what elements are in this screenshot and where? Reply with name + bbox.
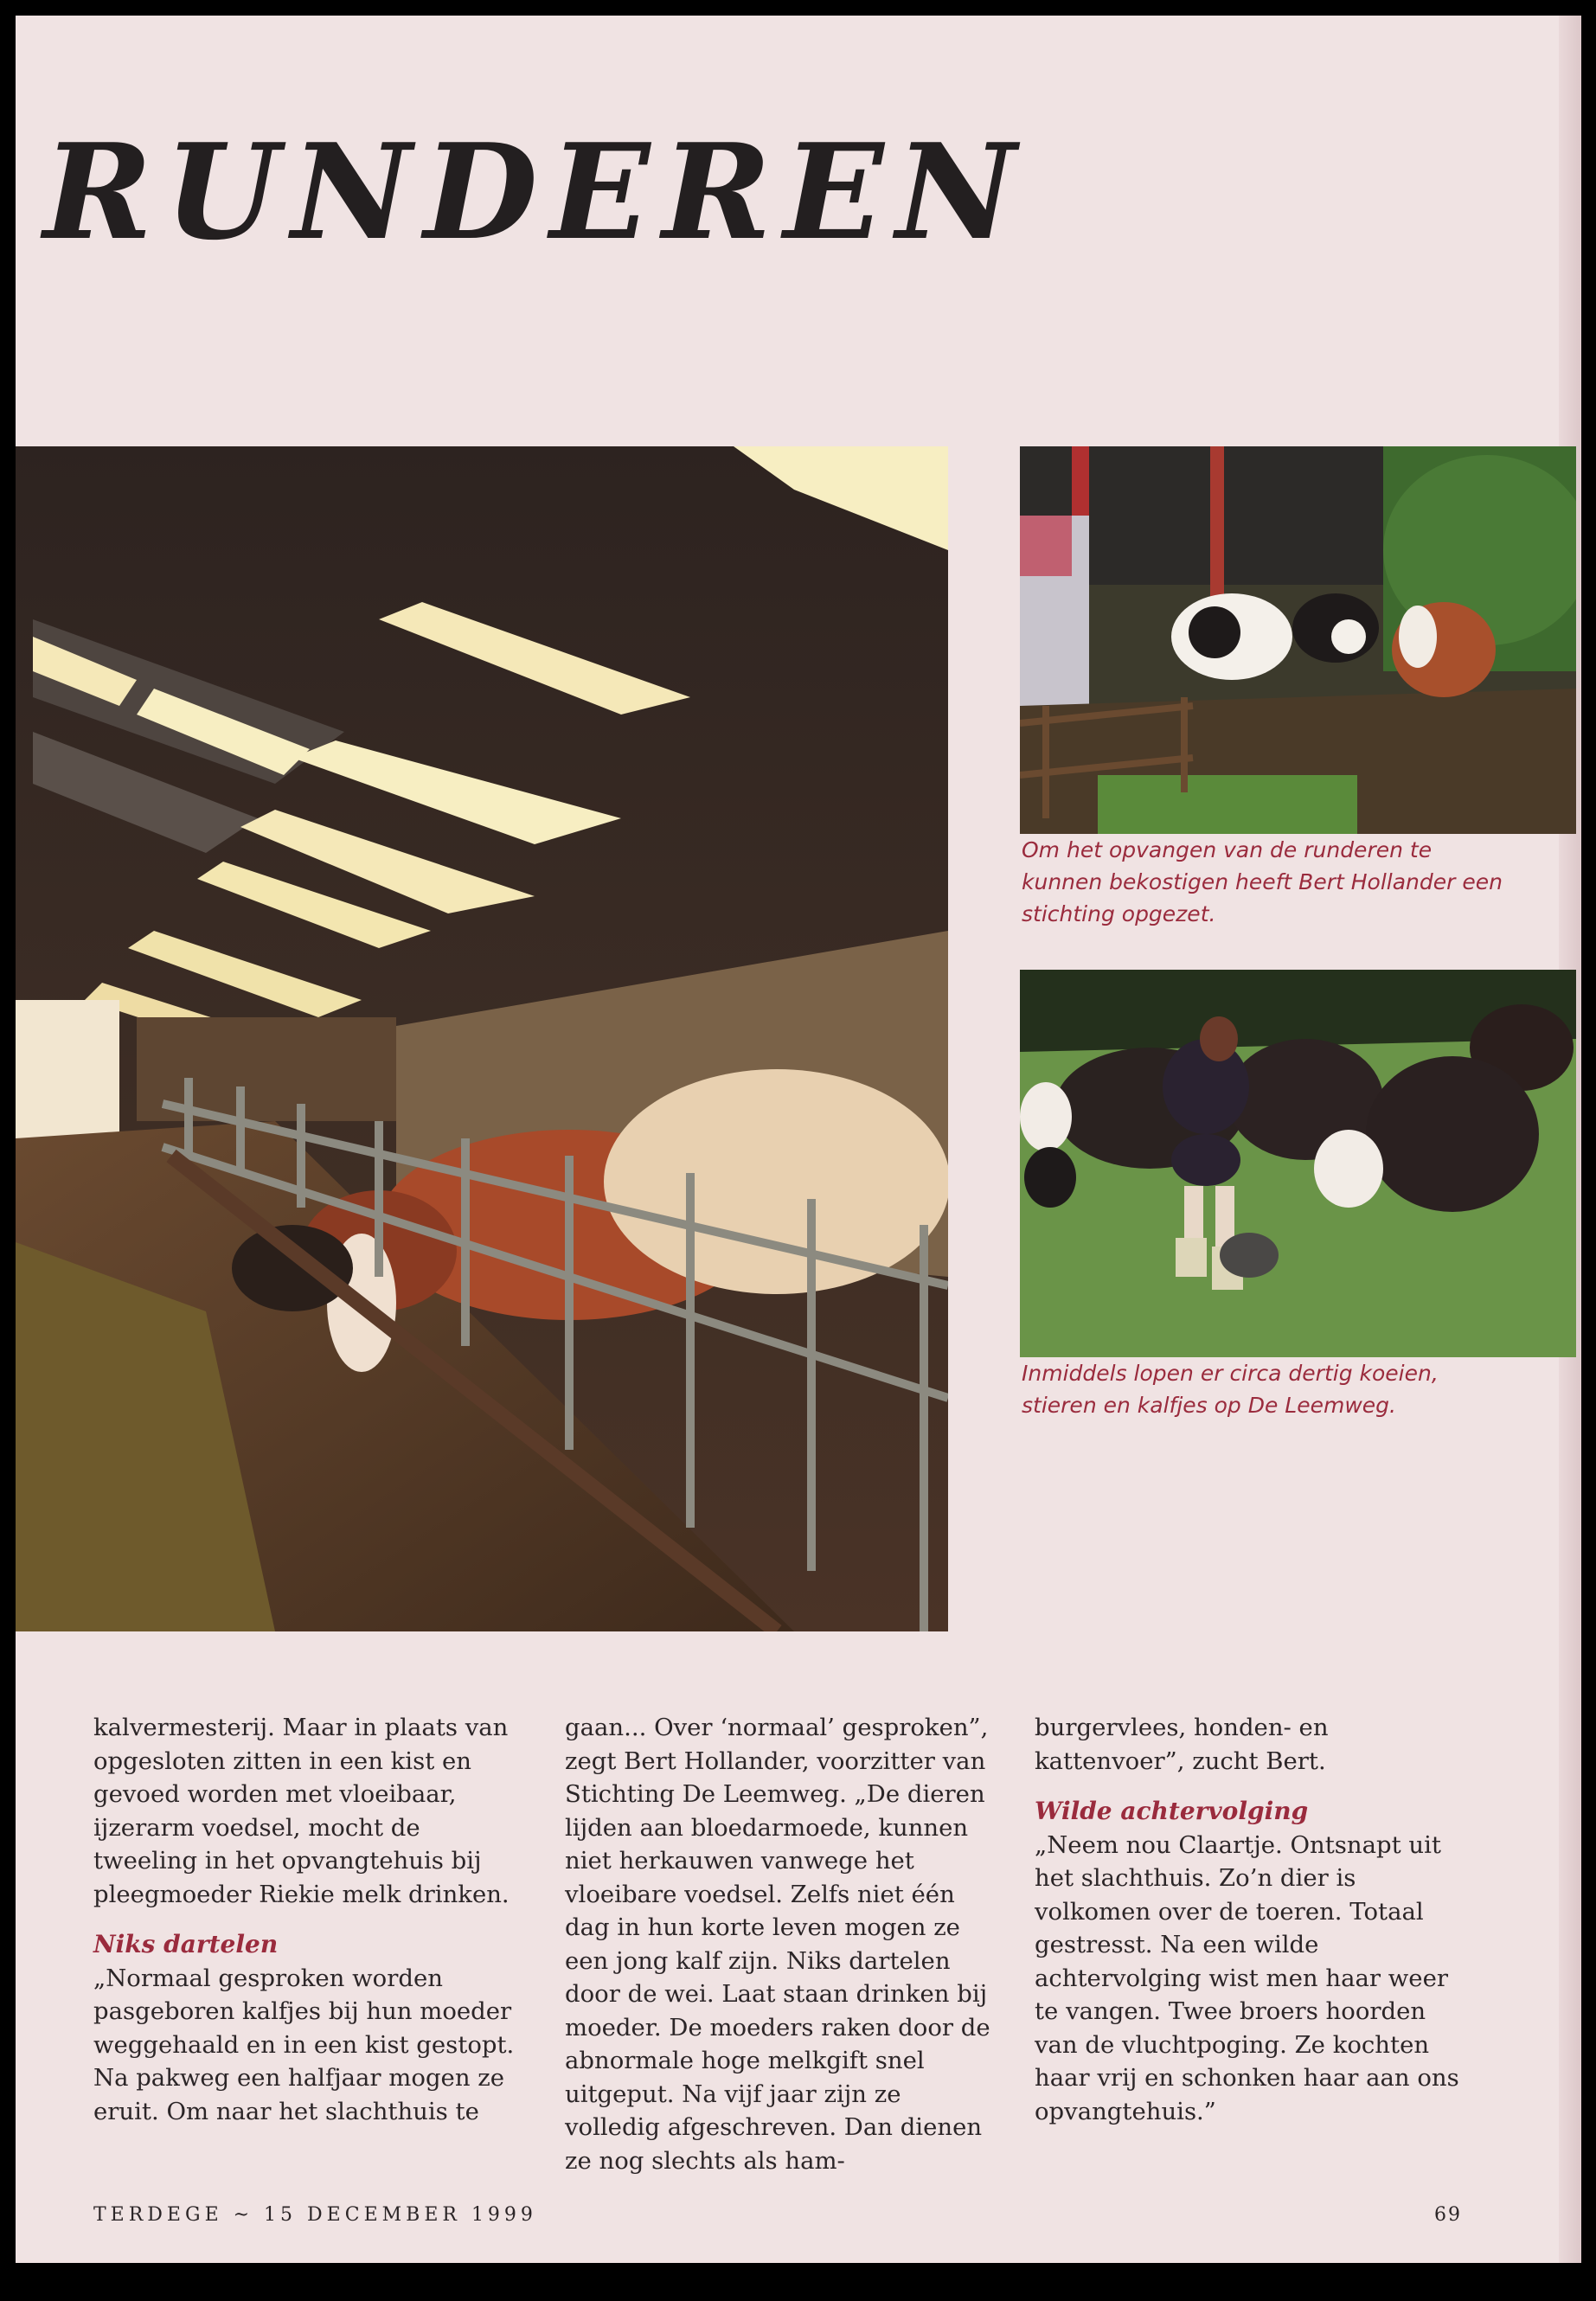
article-subheading: Niks dartelen — [93, 1930, 279, 1958]
article-column-3 — [1035, 1711, 1467, 2128]
article-paragraph: „Neem nou Claartje. Ontsnapt uit het slachthuis. Zo’n dier is volkomen over de toeren. Totaal gestresst. Na een wilde achtervolging wist men haar weer te vangen. Twee broers hoorden van de vluchtpoging. Ze kochten haar vrij en schonken haar aan ons opvangtehuis.” — [1035, 1830, 1459, 2125]
article-column-2 — [565, 1711, 997, 2177]
magazine-page — [16, 16, 1581, 2263]
page-title: RUNDEREN — [43, 114, 1029, 269]
meadow-photo — [1020, 970, 1576, 1357]
barn-interior-with-cows-photo — [16, 446, 948, 1631]
yard-photo-caption: Om het opvangen van de runderen te kunnen bekostigen heeft Bert Hollander een stichting opgezet. — [1022, 837, 1503, 926]
meadow-photo-caption: Inmiddels lopen er circa dertig koeien, stieren en kalfjes op De Leemweg. — [1022, 1361, 1439, 1418]
footer-page-number: 69 — [1434, 2204, 1462, 2226]
footer-publication: TERDEGE ~ 15 DECEMBER 1999 — [93, 2204, 537, 2226]
article-subheading: Wilde achtervolging — [1035, 1797, 1309, 1825]
article-paragraph: gaan... Over ‘normaal’ gesproken”, zegt Bert Hollander, voorzitter van Stichting De Leemweg. „De dieren lijden aan bloedarmoede, kunnen niet herkauwen vanwege het vloeibare voedsel. Zelfs niet één dag in hun korte leven mogen ze een jong kalf zijn. Niks dartelen door de wei. Laat staan drinken bij moeder. De moeders raken door de abnormale hoge melkgift snel uitgeput. Na vijf jaar zijn ze volledig afgeschreven. Dan dienen ze nog slechts als ham- — [565, 1714, 990, 2175]
cows-leaving-farmyard-photo — [1020, 446, 1576, 834]
barn-photo — [16, 446, 948, 1631]
article-column-1 — [93, 1711, 526, 2128]
yard-photo — [1020, 446, 1576, 834]
article-paragraph: kalvermesterij. Maar in plaats van opgesloten zitten in een kist en gevoed worden met vloeibaar, ijzerarm voedsel, mocht de tweeling in het opvangtehuis bij pleegmoeder Riekie melk drinken. — [93, 1714, 510, 1908]
woman-feeding-cows-in-meadow-photo — [1020, 970, 1576, 1357]
article-paragraph: burgervlees, honden- en kattenvoer”, zucht Bert. — [1035, 1714, 1329, 1775]
article-paragraph: „Normaal gesproken worden pasgeboren kalfjes bij hun moeder weggehaald en in een kist gestopt. Na pakweg een halfjaar mogen ze eruit. Om naar het slachthuis te — [93, 1964, 515, 2125]
